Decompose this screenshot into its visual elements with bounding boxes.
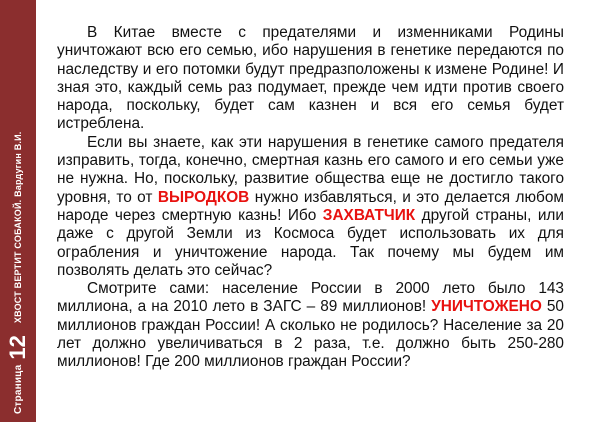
highlight-zakhvatchik: ЗАХВАТЧИК xyxy=(322,206,416,224)
paragraph-1-text: В Китае вместе с предателями и изменниками Родины уничтожают всю его семью, ибо нарушения в генетике передаются по наследству и его потомки будут предразположены к измене Родине! И зная это, каждый семь раз подумает, прежде чем идти против своего народа, поскольку, будет сам казнен и вся его семья будет истреблена. xyxy=(57,24,564,133)
paragraph-1 xyxy=(57,24,564,134)
paragraph-3-text-a: Смотрите сами: население России в 2000 лето было 143 миллиона, а на 2010 лето в ЗАГС – 89 миллионов! xyxy=(57,280,564,316)
highlight-vyrodkov: ВЫРОДКОВ xyxy=(157,188,250,206)
page-label: Страница xyxy=(12,364,24,414)
paragraph-2-text-a: Если вы знаете, как эти нарушения в генетике самого предателя изправить, тогда, конечно, смертная казнь его самого и его семьи уже не нужна. Но, поскольку, развитие общества еще не достигло такого уровня, то от xyxy=(57,133,564,206)
paragraph-2 xyxy=(57,134,564,280)
paragraph-3-text-b: 50 миллионов граждан России! А сколько не родилось? Население за 20 лет должно увеличиваться в 2 раза, т.е. должно быть 250-280 миллионов! Где 200 миллионов граждан России? xyxy=(57,298,564,371)
page-number: 12 xyxy=(5,335,30,360)
sidebar xyxy=(0,0,36,422)
article-body xyxy=(57,24,564,372)
sidebar-caption xyxy=(3,6,33,416)
paragraph-3 xyxy=(57,280,564,371)
paragraph-2-text-c: другой страны, или даже с другой Земли из Космоса будет использовать их для ограбления и уничтожение народа. Так почему мы будем им позволять делать это сейчас? xyxy=(57,206,565,279)
book-title: ХВОСТ ВЕРТИТ СОБАКОЙ. Вардугин В.И. xyxy=(13,131,23,324)
highlight-unichtozheno: УНИЧТОЖЕНО xyxy=(431,298,542,316)
paragraph-2-text-b: нужно избавляться, и это делается любом народе через смертную казнь! Ибо xyxy=(57,188,564,224)
